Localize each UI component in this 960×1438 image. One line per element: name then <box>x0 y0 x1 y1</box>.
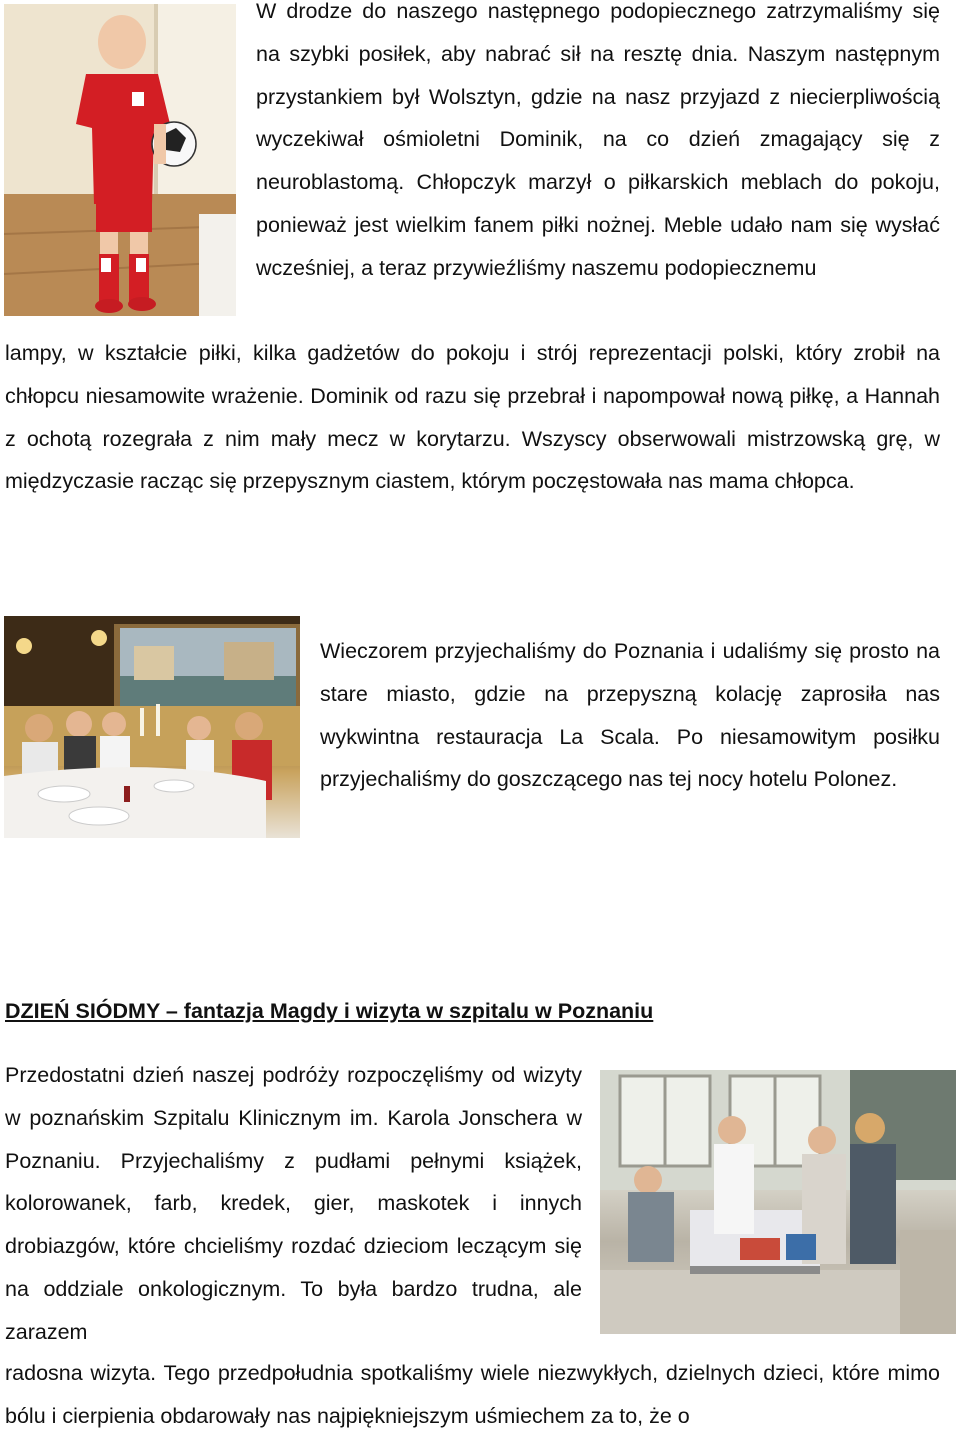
day-seven-heading: DZIEŃ SIÓDMY – fantazja Magdy i wizyta w szpitalu w Poznaniu <box>5 999 654 1023</box>
boy-photo-illustration <box>4 4 236 316</box>
section1-paragraph-top: W drodze do naszego następnego podopiecznego zatrzymaliśmy się na szybki posiłek, aby nabrać sił na resztę dnia. Naszym następnym przystankiem był Wolsztyn, gdzie na nasz przyjazd z niecierpliwością wyczekiwał ośmioletni Dominik, na co dzień zmagający się z neuroblastomą. Chłopczyk marzył o piłkarskich meblach do pokoju, ponieważ jest wielkim fanem piłki nożnej. Meble udało nam się wysłać wcześniej, a teraz przywieźliśmy naszemu podopiecznemu <box>256 0 940 280</box>
hospital-photo-illustration <box>600 1070 956 1334</box>
section1-text-wrapped <box>256 0 940 290</box>
section1-text-full <box>5 332 940 503</box>
section3-text-full <box>5 1352 940 1438</box>
section1-paragraph-bottom: lampy, w kształcie piłki, kilka gadżetów do pokoju i strój reprezentacji polski, który zrobił na chłopcu niesamowite wrażenie. Dominik od razu się przebrał i napompował nową piłkę, a Hannah z ochotą rozegrała z nim mały mecz w korytarzu. Wszyscy obserwowali mistrzowską grę, w międzyczasie racząc się przepysznym ciastem, którym poczęstowała nas mama chłopca. <box>5 341 940 494</box>
boy-photo <box>4 4 236 316</box>
section3-text-wrapped <box>5 1054 582 1354</box>
section3-paragraph-top: Przedostatni dzień naszej podróży rozpoczęliśmy od wizyty w poznańskim Szpitalu Klinicznym im. Karola Jonschera w Poznaniu. Przyjechaliśmy z pudłami pełnymi książek, kolorowanek, farb, kredek, gier, maskotek i innych drobiazgów, które chcieliśmy rozdać dzieciom leczącym się na oddziale onkologicznym. To była bardzo trudna, ale zarazem <box>5 1063 582 1344</box>
hospital-photo <box>600 1070 956 1334</box>
section2-text <box>320 630 940 801</box>
section2-paragraph: Wieczorem przyjechaliśmy do Poznania i udaliśmy się prosto na stare miasto, gdzie na przepyszną kolację zaprosiła nas wykwintna restauracja La Scala. Po niesamowitym posiłku przyjechaliśmy do goszczącego nas tej nocy hotelu Polonez. <box>320 639 940 792</box>
dinner-photo <box>4 616 300 838</box>
section3-paragraph-bottom: radosna wizyta. Tego przedpołudnia spotkaliśmy wiele niezwykłych, dzielnych dzieci, które mimo bólu i cierpienia obdarowały nas najpiękniejszym uśmiechem za to, że o <box>5 1361 940 1428</box>
dinner-photo-illustration <box>4 616 300 838</box>
